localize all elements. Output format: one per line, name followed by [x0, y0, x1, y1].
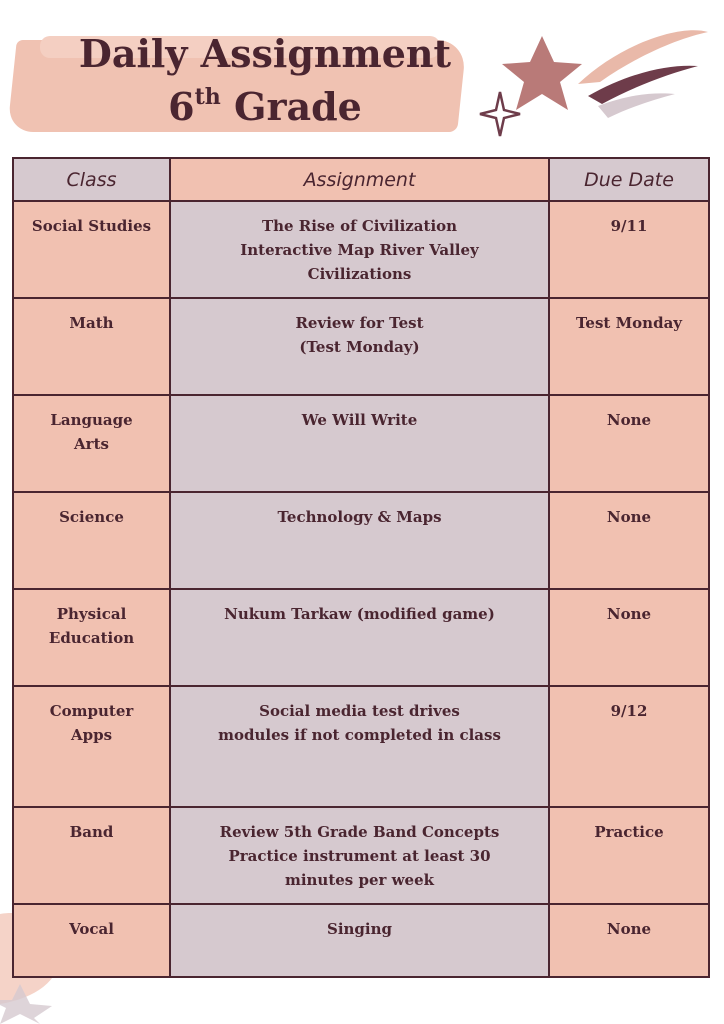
- assignment-cell-line: Interactive Map River Valley: [240, 241, 479, 259]
- assignment-cell-line: Practice instrument at least 30: [228, 847, 491, 865]
- table-row: [14, 299, 708, 394]
- class-cell: [14, 808, 169, 903]
- assignment-cell-line: We Will Write: [301, 411, 418, 429]
- assignment-cell-line: (Test Monday): [299, 338, 420, 356]
- column-header-assignment: Assignment: [171, 159, 548, 200]
- due-date-cell: 9/11: [550, 202, 708, 297]
- assignment-cell: [171, 493, 548, 588]
- assignment-cell-line: minutes per week: [284, 871, 435, 889]
- assignment-cell: [171, 590, 548, 685]
- class-cell-line: Language: [50, 411, 133, 429]
- class-cell: [14, 202, 169, 297]
- class-cell-line: Social Studies: [31, 217, 152, 235]
- class-cell-line: Math: [69, 314, 114, 332]
- class-cell: [14, 299, 169, 394]
- assignment-table: [12, 157, 710, 978]
- assignment-cell: [171, 905, 548, 976]
- assignment-cell-line: The Rise of Civilization: [261, 217, 458, 235]
- assignment-cell-line: Review 5th Grade Band Concepts: [219, 823, 500, 841]
- assignment-cell: [171, 808, 548, 903]
- grade-suffix: th: [194, 83, 221, 110]
- table-row: [14, 202, 708, 297]
- assignment-cell-line: Review for Test: [295, 314, 424, 332]
- class-cell: [14, 396, 169, 491]
- table-row: [14, 905, 708, 976]
- class-cell-line: Computer: [49, 702, 134, 720]
- assignment-cell: [171, 396, 548, 491]
- table-row: [14, 493, 708, 588]
- class-cell: [14, 590, 169, 685]
- grade-word: Grade: [220, 83, 362, 129]
- due-date-cell: None: [550, 493, 708, 588]
- assignment-cell-line: Social media test drives: [259, 702, 460, 720]
- assignment-cell-line: Technology & Maps: [277, 508, 442, 526]
- assignment-cell-line: Nukum Tarkaw (modified game): [224, 605, 495, 623]
- table-row: [14, 590, 708, 685]
- assignment-cell-line: modules if not completed in class: [218, 726, 501, 744]
- column-header-due-date: Due Date: [550, 159, 708, 200]
- class-cell-line: Education: [48, 629, 135, 647]
- grade-number: 6: [168, 83, 195, 129]
- due-date-cell: Practice: [550, 808, 708, 903]
- class-cell-line: Band: [69, 823, 114, 841]
- title-line-1: Daily Assignment: [78, 31, 452, 76]
- assignment-cell: [171, 299, 548, 394]
- class-cell: [14, 905, 169, 976]
- sparkle-icon: [480, 92, 520, 136]
- table-row: [14, 687, 708, 806]
- due-date-cell: None: [550, 590, 708, 685]
- assignment-cell-line: Civilizations: [307, 265, 412, 283]
- assignment-cell: [171, 202, 548, 297]
- assignment-cell-line: Singing: [326, 920, 393, 938]
- table-row: [14, 396, 708, 491]
- class-cell-line: Apps: [70, 726, 113, 744]
- title-line-2: [0, 83, 530, 129]
- class-cell: [14, 687, 169, 806]
- class-cell-line: Science: [59, 508, 124, 526]
- shooting-star-icon: [470, 14, 720, 144]
- due-date-cell: Test Monday: [550, 299, 708, 394]
- due-date-cell: None: [550, 396, 708, 491]
- due-date-cell: None: [550, 905, 708, 976]
- assignment-cell: [171, 687, 548, 806]
- page-title: [0, 31, 530, 129]
- class-cell-line: Vocal: [69, 920, 114, 938]
- table-header-row: [14, 159, 708, 200]
- column-header-class: Class: [14, 159, 169, 200]
- due-date-cell: 9/12: [550, 687, 708, 806]
- class-cell: [14, 493, 169, 588]
- class-cell-line: Arts: [74, 435, 109, 453]
- class-cell-line: Physical: [56, 605, 127, 623]
- table-row: [14, 808, 708, 903]
